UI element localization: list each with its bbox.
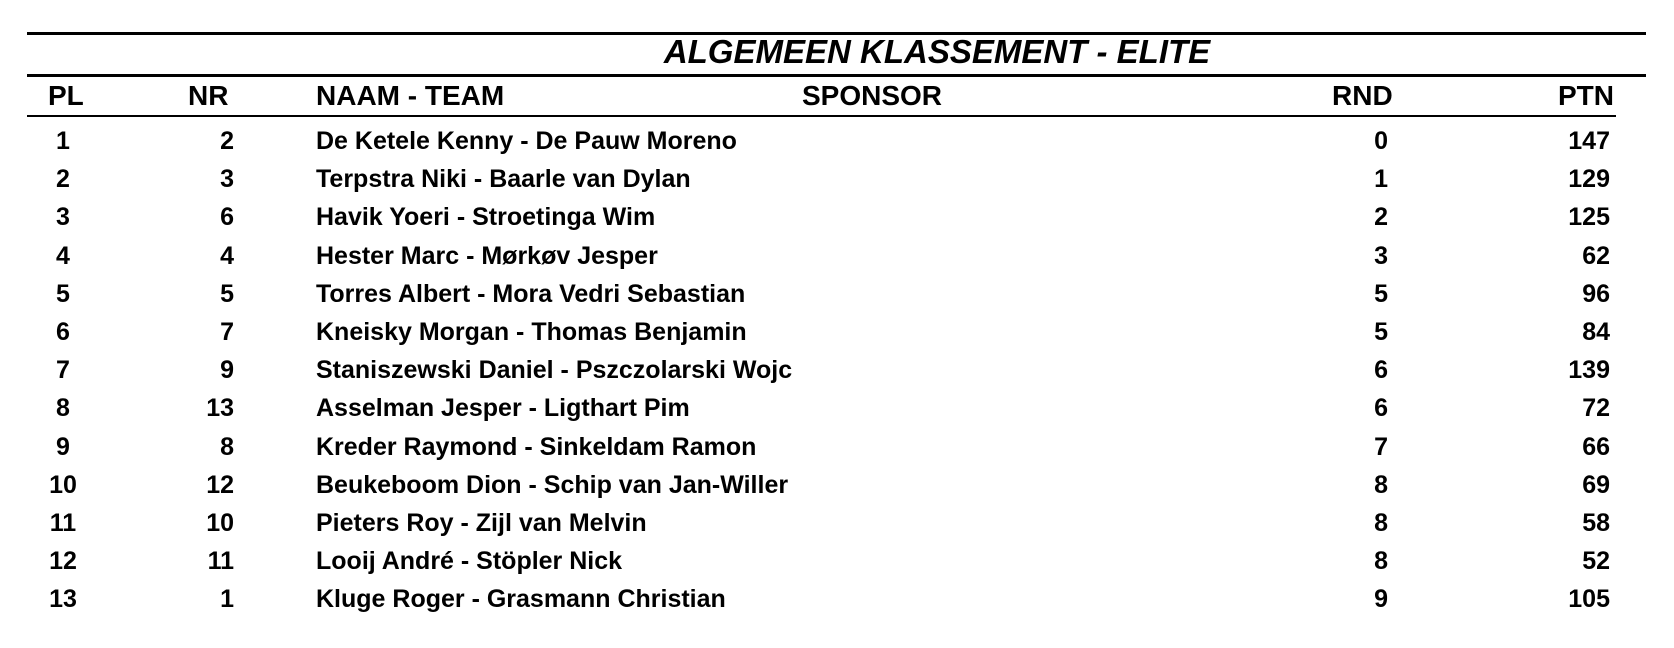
table-row [0, 351, 1674, 389]
cell-nr: 10 [206, 508, 234, 537]
cell-ptn: 129 [1568, 165, 1610, 194]
cell-rnd: 1 [1374, 165, 1388, 194]
cell-rnd: 5 [1374, 279, 1388, 308]
cell-ptn: 69 [1582, 470, 1610, 499]
cell-ptn: 139 [1568, 356, 1610, 385]
cell-nr: 13 [206, 394, 234, 423]
cell-rnd: 3 [1374, 241, 1388, 270]
cell-pl: 6 [56, 317, 70, 346]
header-nr: NR [188, 80, 229, 111]
cell-rnd: 8 [1374, 508, 1388, 537]
cell-naam-team: Beukeboom Dion - Schip van Jan-Willer [316, 470, 789, 499]
cell-pl: 10 [49, 470, 77, 499]
cell-nr: 5 [220, 279, 234, 308]
header-sponsor: SPONSOR [802, 80, 943, 111]
cell-nr: 7 [220, 317, 234, 346]
cell-rnd: 6 [1374, 356, 1388, 385]
header-naam-team: NAAM - TEAM [316, 80, 505, 111]
cell-rnd: 5 [1374, 317, 1388, 346]
table-row [0, 504, 1674, 542]
cell-pl: 3 [56, 203, 70, 232]
cell-naam-team: Asselman Jesper - Ligthart Pim [316, 394, 690, 423]
cell-nr: 3 [220, 165, 234, 194]
page-title: ALGEMEEN KLASSEMENT - ELITE [663, 33, 1211, 70]
cell-pl: 7 [56, 356, 70, 385]
table-row [0, 466, 1674, 504]
cell-naam-team: Kreder Raymond - Sinkeldam Ramon [316, 432, 757, 461]
cell-rnd: 8 [1374, 547, 1388, 576]
cell-rnd: 8 [1374, 470, 1388, 499]
cell-naam-team: Kluge Roger - Grasmann Christian [316, 585, 726, 614]
table-row [0, 275, 1674, 313]
cell-rnd: 0 [1374, 127, 1388, 155]
header-pl: PL [48, 80, 84, 111]
cell-naam-team: Staniszewski Daniel - Pszczolarski Wojc [316, 356, 793, 385]
standings-table [0, 122, 1674, 618]
table-row [0, 428, 1674, 466]
cell-rnd: 9 [1374, 585, 1388, 614]
cell-naam-team: Torres Albert - Mora Vedri Sebastian [316, 279, 746, 308]
cell-naam-team: Havik Yoeri - Stroetinga Wim [316, 203, 656, 232]
cell-nr: 6 [220, 203, 234, 232]
cell-ptn: 62 [1582, 241, 1610, 270]
cell-naam-team: De Ketele Kenny - De Pauw Moreno [316, 127, 737, 155]
cell-rnd: 6 [1374, 394, 1388, 423]
cell-naam-team: Looij André - Stöpler Nick [316, 547, 623, 576]
table-row [0, 198, 1674, 236]
cell-nr: 1 [220, 585, 234, 614]
cell-pl: 12 [49, 547, 77, 576]
cell-pl: 13 [49, 585, 77, 614]
cell-naam-team: Pieters Roy - Zijl van Melvin [316, 508, 647, 537]
cell-nr: 4 [220, 241, 234, 270]
cell-nr: 12 [206, 470, 234, 499]
cell-pl: 1 [56, 127, 70, 155]
cell-nr: 8 [220, 432, 234, 461]
cell-ptn: 66 [1582, 432, 1610, 461]
cell-ptn: 58 [1582, 508, 1610, 537]
table-row [0, 160, 1674, 198]
cell-ptn: 96 [1582, 279, 1610, 308]
cell-ptn: 52 [1582, 547, 1610, 576]
cell-rnd: 7 [1374, 432, 1388, 461]
header-rule [27, 115, 1616, 117]
table-row [0, 389, 1674, 427]
cell-pl: 2 [56, 165, 70, 194]
cell-nr: 11 [207, 547, 234, 576]
cell-nr: 9 [220, 356, 234, 385]
table-row [0, 313, 1674, 351]
cell-rnd: 2 [1374, 203, 1388, 232]
title-rule [27, 74, 1646, 77]
table-row [0, 122, 1674, 160]
cell-ptn: 147 [1568, 127, 1610, 155]
cell-pl: 8 [56, 394, 70, 423]
cell-pl: 4 [56, 241, 70, 270]
cell-naam-team: Kneisky Morgan - Thomas Benjamin [316, 317, 747, 346]
table-row [0, 542, 1674, 580]
cell-ptn: 105 [1568, 585, 1610, 614]
table-row [0, 580, 1674, 618]
header-ptn: PTN [1558, 80, 1614, 111]
cell-naam-team: Hester Marc - Mørkøv Jesper [316, 241, 658, 270]
cell-pl: 5 [56, 279, 70, 308]
cell-ptn: 84 [1582, 317, 1610, 346]
cell-naam-team: Terpstra Niki - Baarle van Dylan [316, 165, 691, 194]
cell-nr: 2 [220, 127, 234, 155]
cell-pl: 11 [49, 508, 77, 537]
table-row [0, 237, 1674, 275]
header-rnd: RND [1332, 80, 1393, 111]
cell-ptn: 72 [1582, 394, 1610, 423]
cell-pl: 9 [56, 432, 70, 461]
cell-ptn: 125 [1568, 203, 1610, 232]
